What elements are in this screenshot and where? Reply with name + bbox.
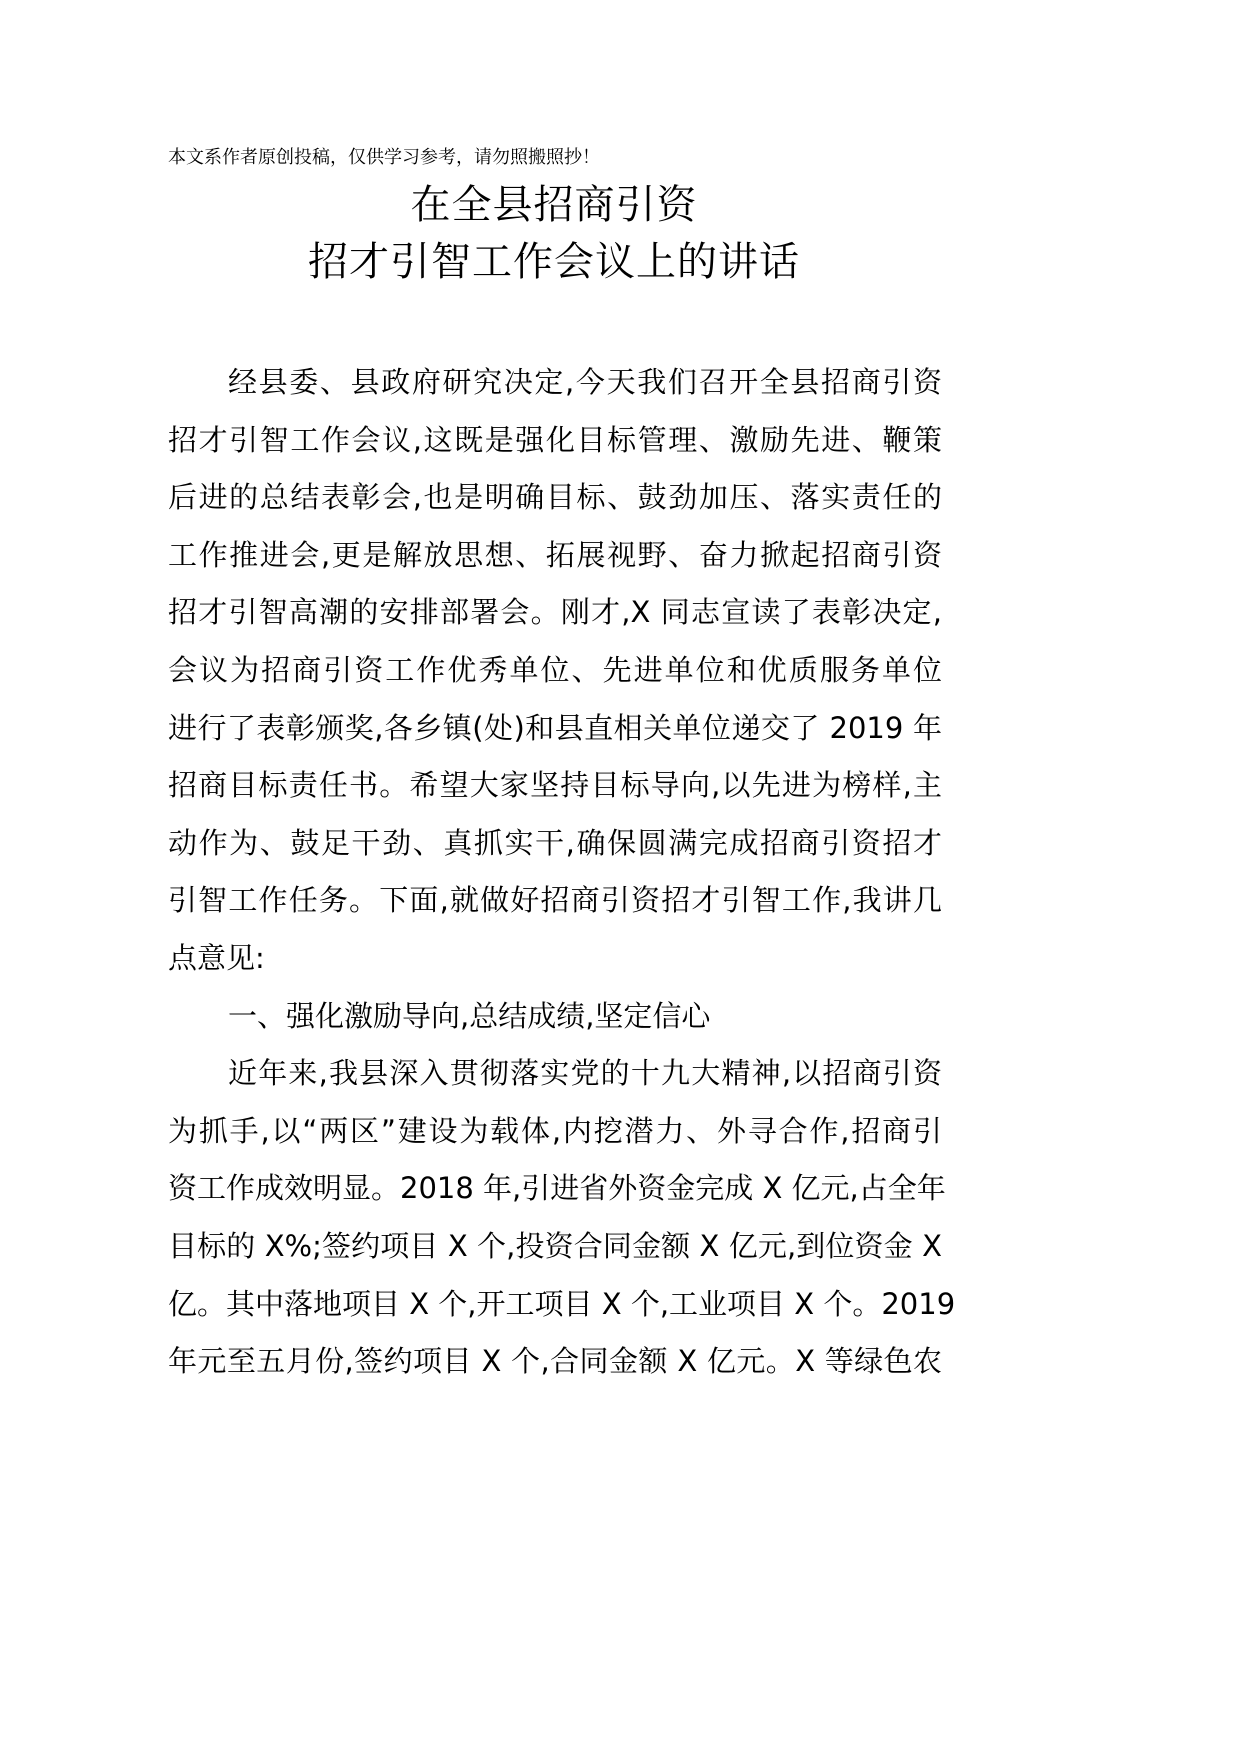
paragraph-intro: [168, 358, 942, 992]
copyright-notice: 本文系作者原创投稿，仅供学习参考，请勿照搬照抄！: [168, 147, 600, 168]
document-title-line-1: 在全县招商引资: [410, 182, 698, 228]
document-body: [168, 358, 956, 1395]
text-line: 招商目标责任书。希望大家坚持目标导向,以先进为榜样,主: [168, 768, 942, 803]
text-line: 工作推进会,更是解放思想、拓展视野、奋力掀起招商引资: [168, 537, 942, 572]
text-line: 后进的总结表彰会,也是明确目标、鼓劲加压、落实责任的: [168, 480, 942, 515]
section-heading-1: [168, 992, 942, 1050]
section-heading-text: 一、强化激励导向,总结成绩,坚定信心: [228, 998, 711, 1033]
document-title-line-2: 招才引智工作会议上的讲话: [308, 239, 800, 285]
text-line: 年元至五月份,签约项目 X 个,合同金额 X 亿元。X 等绿色农: [168, 1344, 942, 1379]
text-line: 动作为、鼓足干劲、真抓实干,确保圆满完成招商引资招才: [168, 825, 942, 860]
text-line: 近年来,我县深入贯彻落实党的十九大精神,以招商引资: [228, 1056, 942, 1091]
text-line: 亿。其中落地项目 X 个,开工项目 X 个,工业项目 X 个。2019: [168, 1286, 956, 1321]
text-line: 资工作成效明显。2018 年,引进省外资金完成 X 亿元,占全年: [168, 1171, 946, 1206]
paragraph-achievements: [168, 1049, 956, 1395]
text-line: 经县委、县政府研究决定,今天我们召开全县招商引资: [228, 365, 942, 399]
text-line: 引智工作任务。下面,就做好招商引资招才引智工作,我讲几: [168, 883, 942, 918]
text-line: 招才引智工作会议,这既是强化目标管理、激励先进、鞭策: [168, 422, 942, 457]
text-line: 会议为招商引资工作优秀单位、先进单位和优质服务单位: [168, 652, 942, 687]
text-line: 进行了表彰颁奖,各乡镇(处)和县直相关单位递交了 2019 年: [168, 710, 942, 745]
text-line: 点意见:: [168, 940, 265, 975]
text-line: 招才引智高潮的安排部署会。刚才,X 同志宣读了表彰决定,: [168, 595, 942, 630]
text-line: 目标的 X%;签约项目 X 个,投资合同金额 X 亿元,到位资金 X: [168, 1228, 942, 1263]
text-line: 为抓手,以“两区”建设为载体,内挖潜力、外寻合作,招商引: [168, 1113, 942, 1148]
